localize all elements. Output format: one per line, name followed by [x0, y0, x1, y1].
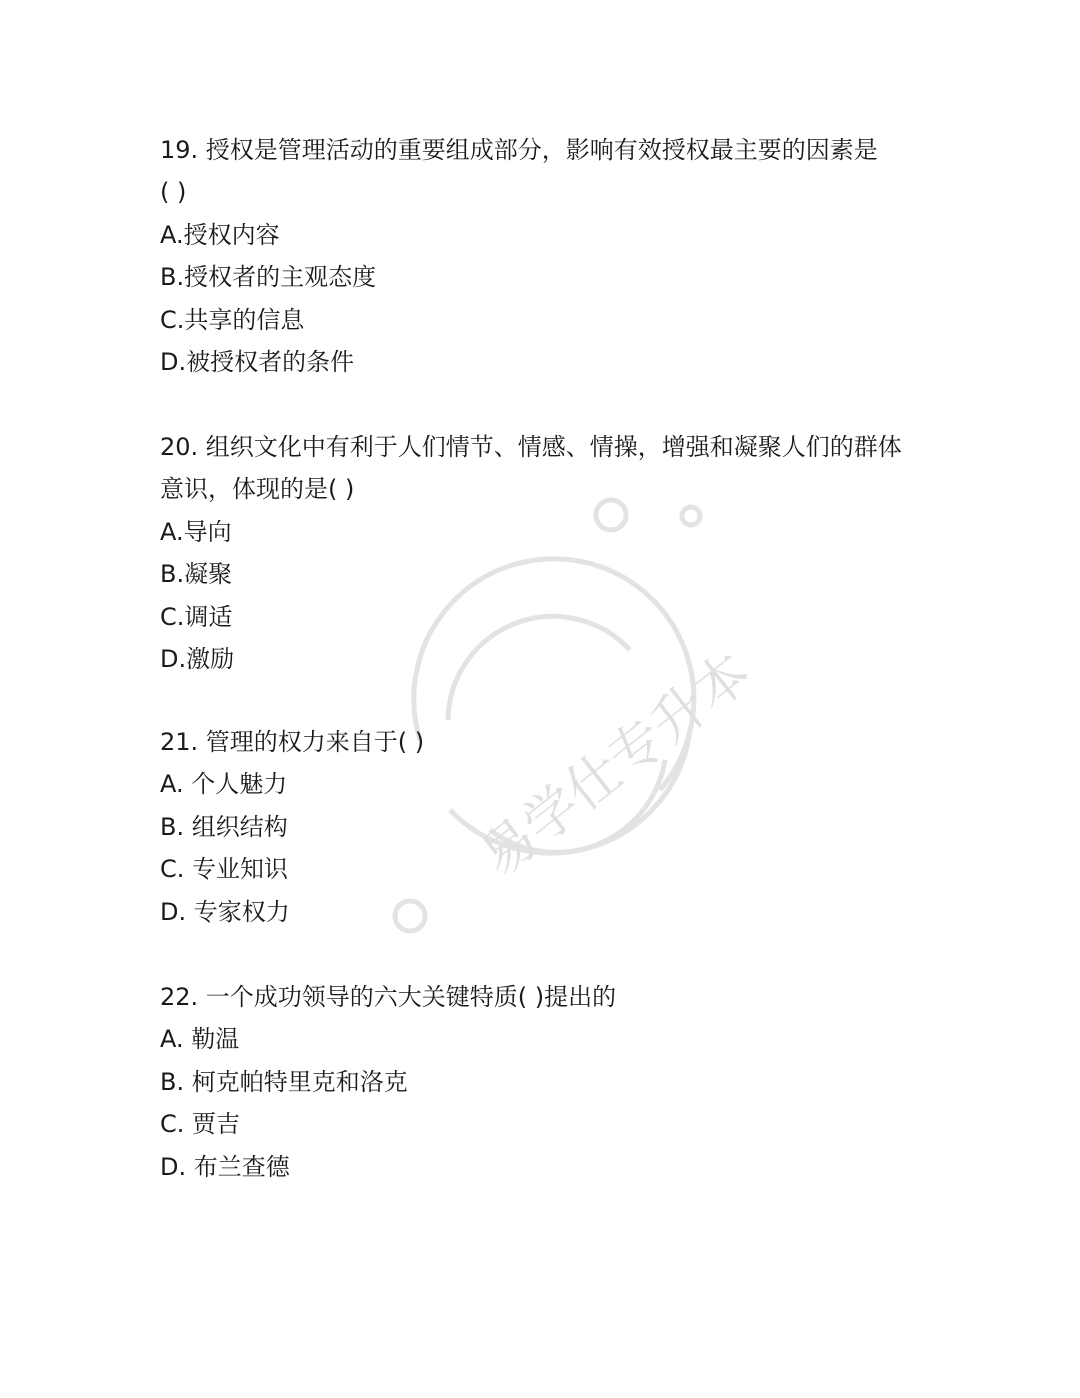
option-a: A.导向	[160, 517, 232, 546]
question-stem-line: 22. 一个成功领导的六大关键特质( )提出的	[160, 983, 617, 1011]
question-20	[160, 426, 940, 680]
question-stem-line: ( )	[160, 178, 187, 207]
option-c: C. 贾吉	[160, 1110, 241, 1139]
option-c: C.共享的信息	[160, 305, 305, 334]
option-b: B. 组织结构	[160, 812, 288, 841]
option-b: B.凝聚	[160, 560, 233, 589]
question-22	[160, 976, 940, 1188]
option-d: D.被授权者的条件	[160, 347, 355, 376]
watermark-text: 易学仕专升本	[468, 639, 763, 890]
question-stem-line: 20. 组织文化中有利于人们情节、情感、情操，增强和凝聚人们的群体	[160, 433, 902, 461]
option-a: A. 勒温	[160, 1025, 240, 1054]
option-d: D.激励	[160, 644, 235, 673]
question-stem-line: 意识，体现的是( )	[160, 475, 355, 504]
option-a: A.授权内容	[160, 220, 280, 249]
question-stem-line: 19. 授权是管理活动的重要组成部分，影响有效授权最主要的因素是	[160, 136, 878, 164]
option-d: D. 专家权力	[160, 897, 290, 926]
question-stem-line: 21. 管理的权力来自于( )	[160, 728, 425, 756]
option-d: D. 布兰查德	[160, 1152, 290, 1181]
option-b: B.授权者的主观态度	[160, 263, 377, 292]
option-c: C.调适	[160, 602, 233, 631]
question-21	[160, 721, 940, 933]
option-a: A. 个人魅力	[160, 770, 288, 799]
option-c: C. 专业知识	[160, 855, 289, 884]
option-b: B. 柯克帕特里克和洛克	[160, 1067, 408, 1096]
question-19	[160, 129, 940, 383]
